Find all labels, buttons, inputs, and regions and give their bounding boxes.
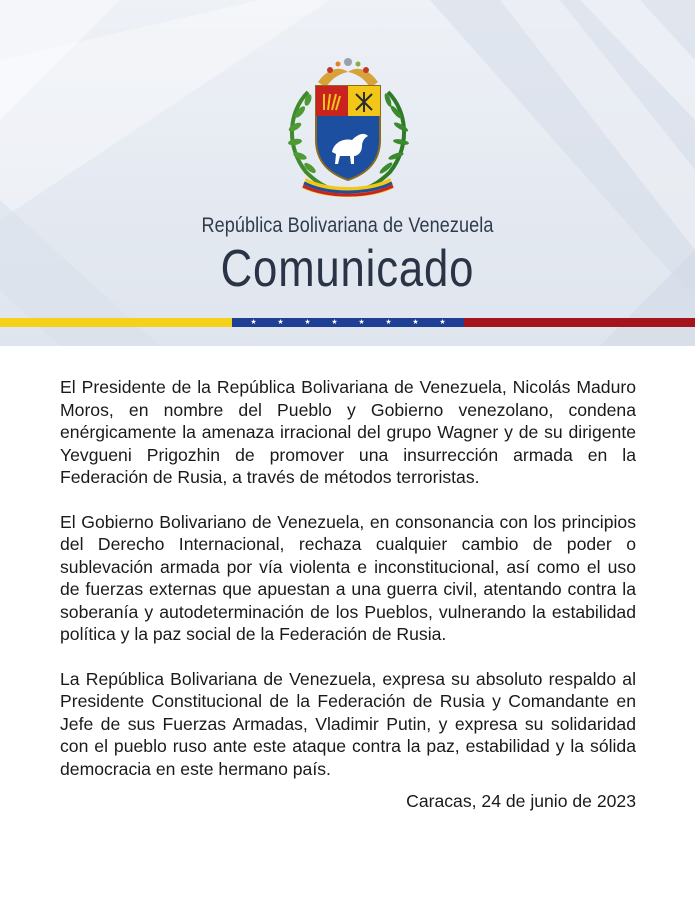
flag-stripe-blue (232, 318, 464, 327)
header-banner (0, 0, 695, 346)
star-icon: ★ (412, 319, 419, 326)
place-date-signature: Caracas, 24 de junio de 2023 (406, 791, 636, 811)
star-icon: ★ (385, 319, 392, 326)
star-icon: ★ (358, 319, 365, 326)
star-icon: ★ (277, 319, 284, 326)
statement-body (60, 376, 636, 802)
coat-of-arms-emblem (278, 52, 418, 204)
paragraph: El Presidente de la República Bolivariana de Venezuela, Nicolás Maduro Moros, en nombre del Pueblo y Gobierno venezolano, condena enérgicamente la amenaza irracional del grupo Wagner y de su dirigente Yevgueni Prigozhin de promover una insurrección armada en la Federación de Rusia, a través de métodos terroristas. (60, 377, 636, 487)
flag-stripe-red (464, 318, 695, 327)
paragraph: El Gobierno Bolivariano de Venezuela, en consonancia con los principios del Derecho Internacional, rechaza cualquier cambio de poder o sublevación armada por vía violenta e inconstitucional, así como el uso de fuerzas externas que apuestan a una guerra civil, atentando contra la soberanía y autodeterminación de los Pueblos, vulnerando la estabilidad política y la paz social de la Federación de Rusia. (60, 511, 636, 644)
paragraph: La República Bolivariana de Venezuela, expresa su absoluto respaldo al Presidente Constitucional de la Federación de Rusia y Comandante en Jefe de sus Fuerzas Armadas, Vladimir Putin, y expresa su solidaridad con el pueblo ruso ante este ataque contra la paz, estabilidad y la sólida democracia en este hermano país. (60, 668, 636, 779)
star-icon: ★ (250, 319, 257, 326)
flag-stripe-yellow (0, 318, 232, 327)
page-title: Comunicado (220, 240, 475, 298)
star-icon: ★ (331, 319, 338, 326)
star-icon: ★ (304, 319, 311, 326)
header-subtitle: República Bolivariana de Venezuela (201, 214, 494, 237)
star-icon: ★ (439, 319, 446, 326)
